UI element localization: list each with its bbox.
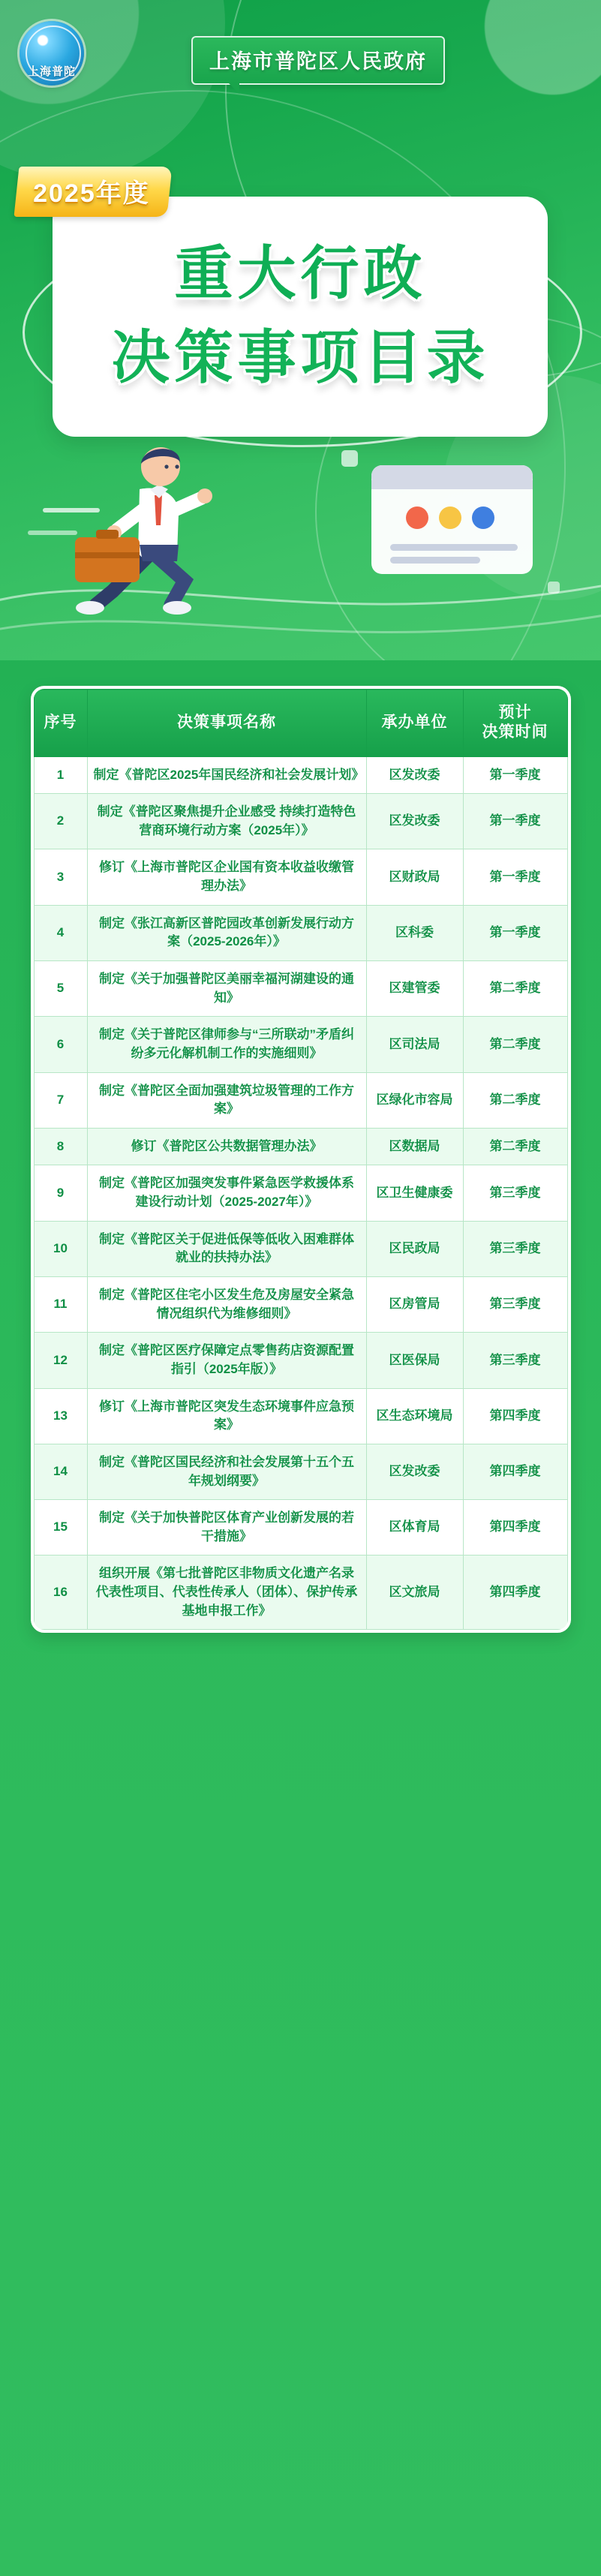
- catalog-table: [34, 689, 568, 1630]
- cell-no: 1: [34, 756, 87, 794]
- cell-decision-name: 制定《普陀区聚焦提升企业感受 持续打造特色营商环境行动方案（2025年）》: [87, 794, 366, 849]
- cell-decision-name: 制定《张江高新区普陀园改革创新发展行动方案（2025-2026年）》: [87, 905, 366, 960]
- table-row: [34, 1333, 567, 1388]
- cell-time: 第二季度: [463, 1017, 567, 1072]
- decorative-square-icon: [548, 582, 560, 594]
- table-row: [34, 794, 567, 849]
- cell-decision-name: 修订《上海市普陀区突发生态环境事件应急预案》: [87, 1388, 366, 1444]
- cell-decision-name: 制定《普陀区全面加强建筑垃圾管理的工作方案》: [87, 1072, 366, 1128]
- cell-decision-name: 制定《普陀区医疗保障定点零售药店资源配置指引（2025年版）》: [87, 1333, 366, 1388]
- cell-time: 第三季度: [463, 1165, 567, 1221]
- cell-unit: 区卫生健康委: [366, 1165, 463, 1221]
- table-row: [34, 1277, 567, 1333]
- table-row: [34, 1128, 567, 1165]
- cell-unit: 区文旅局: [366, 1556, 463, 1630]
- cell-no: 11: [34, 1277, 87, 1333]
- putuo-logo: [20, 21, 84, 86]
- table-header-row: [34, 690, 567, 757]
- cell-time: 第四季度: [463, 1500, 567, 1556]
- cell-unit: 区体育局: [366, 1500, 463, 1556]
- cell-no: 10: [34, 1221, 87, 1276]
- cell-unit: 区科委: [366, 905, 463, 960]
- cell-unit: 区发改委: [366, 794, 463, 849]
- table-row: [34, 1165, 567, 1221]
- cell-decision-name: 修订《上海市普陀区企业国有资本收益收缴管理办法》: [87, 849, 366, 905]
- cell-time: 第四季度: [463, 1388, 567, 1444]
- cell-no: 14: [34, 1444, 87, 1499]
- government-banner-text: 上海市普陀区人民政府: [209, 50, 427, 73]
- cell-time: 第二季度: [463, 1072, 567, 1128]
- cell-no: 5: [34, 960, 87, 1016]
- column-header-time: [463, 690, 567, 757]
- cell-no: 7: [34, 1072, 87, 1128]
- cell-time: 第一季度: [463, 794, 567, 849]
- year-badge: [14, 167, 172, 217]
- page-title: [0, 231, 601, 399]
- cell-unit: 区医保局: [366, 1333, 463, 1388]
- cell-no: 9: [34, 1165, 87, 1221]
- table-row: [34, 960, 567, 1016]
- table-row: [34, 1500, 567, 1556]
- cell-unit: 区发改委: [366, 1444, 463, 1499]
- cell-time: 第三季度: [463, 1333, 567, 1388]
- cell-decision-name: 制定《普陀区加强突发事件紧急医学救援体系建设行动计划（2025-2027年）》: [87, 1165, 366, 1221]
- cell-time: 第一季度: [463, 905, 567, 960]
- table-row: [34, 1072, 567, 1128]
- cell-time: 第三季度: [463, 1277, 567, 1333]
- table-row: [34, 1444, 567, 1499]
- cell-decision-name: 制定《普陀区2025年国民经济和社会发展计划》: [87, 756, 366, 794]
- cell-unit: 区绿化市容局: [366, 1072, 463, 1128]
- cell-no: 4: [34, 905, 87, 960]
- decorative-square-icon: [341, 450, 358, 467]
- cell-no: 13: [34, 1388, 87, 1444]
- cell-time: 第四季度: [463, 1444, 567, 1499]
- year-badge-text: 2025年度: [33, 179, 150, 208]
- logo-badge-icon: [20, 21, 84, 86]
- column-header-time-line-1: 预计: [498, 704, 532, 721]
- cell-no: 15: [34, 1500, 87, 1556]
- cell-time: 第一季度: [463, 849, 567, 905]
- cell-time: 第三季度: [463, 1221, 567, 1276]
- cell-time: 第一季度: [463, 756, 567, 794]
- column-header-time-line-2: 决策时间: [482, 723, 548, 741]
- cell-decision-name: 制定《普陀区住宅小区发生危及房屋安全紧急情况组织代为维修细则》: [87, 1277, 366, 1333]
- cell-decision-name: 制定《关于加快普陀区体育产业创新发展的若干措施》: [87, 1500, 366, 1556]
- cell-no: 12: [34, 1333, 87, 1388]
- cell-time: 第四季度: [463, 1556, 567, 1630]
- hero-header: [0, 0, 601, 660]
- column-header-name: 决策事项名称: [87, 690, 366, 757]
- table-row: [34, 1017, 567, 1072]
- column-header-no: 序号: [34, 690, 87, 757]
- cell-decision-name: 制定《普陀区国民经济和社会发展第十五个五年规划纲要》: [87, 1444, 366, 1499]
- cell-unit: 区数据局: [366, 1128, 463, 1165]
- catalog-table-section: [31, 660, 571, 1678]
- table-row: [34, 1388, 567, 1444]
- hero-illustration: [0, 420, 601, 653]
- cell-decision-name: 制定《普陀区关于促进低保等低收入困难群体就业的扶持办法》: [87, 1221, 366, 1276]
- table-header: [34, 690, 567, 757]
- page-title-line-2: 决策事项目录: [111, 324, 490, 390]
- cell-no: 8: [34, 1128, 87, 1165]
- cell-unit: 区民政局: [366, 1221, 463, 1276]
- cell-time: 第二季度: [463, 960, 567, 1016]
- cell-no: 16: [34, 1556, 87, 1630]
- page-title-line-1: 重大行政: [174, 240, 427, 306]
- table-row: [34, 1556, 567, 1630]
- cell-no: 2: [34, 794, 87, 849]
- logo-text: 上海普陀: [27, 65, 76, 78]
- table-row: [34, 756, 567, 794]
- cell-unit: 区发改委: [366, 756, 463, 794]
- cell-no: 3: [34, 849, 87, 905]
- cell-decision-name: 制定《关于加强普陀区美丽幸福河湖建设的通知》: [87, 960, 366, 1016]
- government-banner: [191, 36, 445, 85]
- cell-unit: 区建管委: [366, 960, 463, 1016]
- table-body: [34, 756, 567, 1630]
- cell-decision-name: 制定《关于普陀区律师参与“三所联动”矛盾纠纷多元化解机制工作的实施细则》: [87, 1017, 366, 1072]
- table-row: [34, 905, 567, 960]
- cell-decision-name: 修订《普陀区公共数据管理办法》: [87, 1128, 366, 1165]
- table-row: [34, 849, 567, 905]
- cell-no: 6: [34, 1017, 87, 1072]
- cell-unit: 区房管局: [366, 1277, 463, 1333]
- table-row: [34, 1221, 567, 1276]
- cell-unit: 区生态环境局: [366, 1388, 463, 1444]
- column-header-unit: 承办单位: [366, 690, 463, 757]
- cell-unit: 区司法局: [366, 1017, 463, 1072]
- cell-unit: 区财政局: [366, 849, 463, 905]
- document-card-icon: [371, 465, 533, 574]
- cell-time: 第二季度: [463, 1128, 567, 1165]
- cell-decision-name: 组织开展《第七批普陀区非物质文化遗产名录代表性项目、代表性传承人（团体）、保护传承基地申报工作》: [87, 1556, 366, 1630]
- catalog-table-card: [31, 686, 571, 1633]
